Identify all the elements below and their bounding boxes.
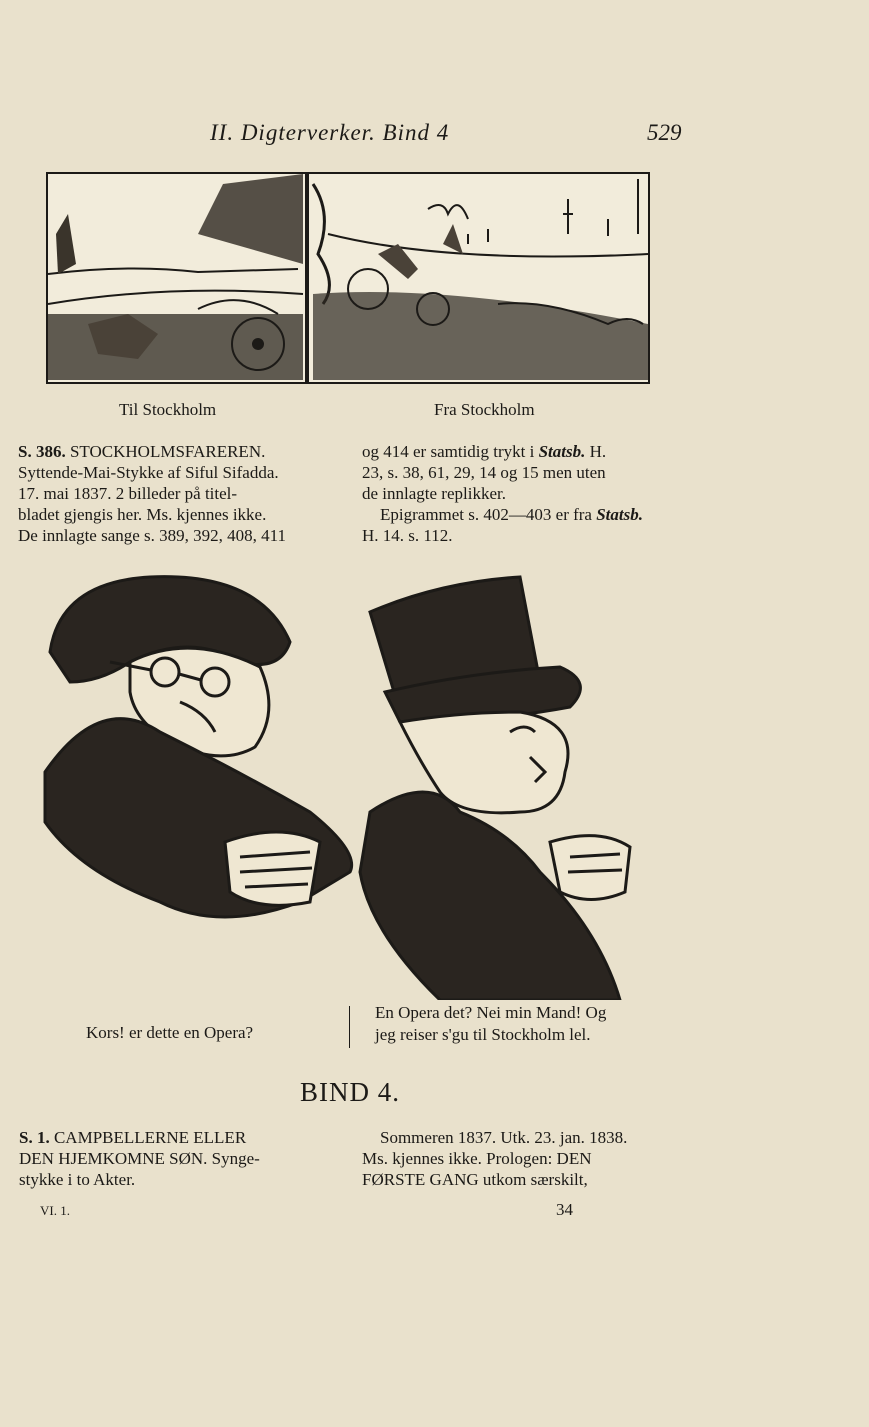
- page-number: 529: [647, 120, 682, 145]
- caption-fra-stockholm: Fra Stockholm: [434, 400, 535, 419]
- sheet-number: 34: [556, 1200, 573, 1219]
- entry-386-right-text: Epigrammet s. 402—403 er fra: [380, 505, 597, 524]
- signature-mark: VI. 1.: [40, 1203, 70, 1218]
- entry-386-line: Syttende-Mai-Stykke af Siful Sifadda.: [18, 463, 279, 482]
- entry-386-line: bladet gjengis her. Ms. kjennes ikke.: [18, 505, 267, 524]
- caption-line: jeg reiser s'gu til Stockholm lel.: [375, 1025, 591, 1044]
- entry-386-title: STOCKHOLMSFAREREN.: [69, 442, 266, 461]
- entry-1-line: stykke i to Akter.: [19, 1170, 136, 1189]
- statsb-reference: Statsb.: [596, 505, 643, 524]
- entry-1-left-column: [19, 1127, 337, 1190]
- carriage-scenes-drawing: [48, 174, 648, 382]
- left-scene-til-stockholm: [48, 174, 303, 380]
- entry-386-right-text: H.: [585, 442, 607, 461]
- entry-1-right-line: Ms. kjennes ikke. Prologen: DEN: [362, 1149, 592, 1168]
- entry-1-right-line: Sommeren 1837. Utk. 23. jan. 1838.: [380, 1128, 628, 1147]
- entry-386-left-column: [18, 441, 335, 546]
- right-man-with-top-hat: [360, 577, 630, 1000]
- caption-line: En Opera det? Nei min Mand! Og: [375, 1003, 607, 1022]
- top-illustration: [46, 172, 650, 384]
- running-title: II. Digterverker. Bind 4: [210, 120, 450, 145]
- entry-386-right-column: [362, 441, 685, 546]
- entry-1-number: S. 1.: [19, 1128, 50, 1147]
- caption-kors-er-dette-en-opera: Kors! er dette en Opera?: [86, 1023, 254, 1042]
- caricature-illustration: [40, 572, 650, 1000]
- entry-386-line: 17. mai 1837. 2 billeder på titel-: [18, 484, 238, 503]
- entry-1-line: DEN HJEMKOMNE SØN. Synge-: [19, 1149, 260, 1168]
- entry-386-right-text: 23, s. 38, 61, 29, 14 og 15 men uten: [362, 463, 606, 482]
- entry-386-right-text: og 414 er samtidig trykt i: [362, 442, 539, 461]
- statsb-reference: Statsb.: [538, 442, 586, 461]
- entry-1-right-line: FØRSTE GANG utkom særskilt,: [362, 1170, 588, 1189]
- caption-til-stockholm: Til Stockholm: [119, 400, 217, 419]
- caption-en-opera-det: [375, 1002, 675, 1046]
- caption-divider: [349, 1006, 350, 1048]
- left-man-with-glasses: [45, 577, 352, 917]
- entry-1-title: CAMPBELLERNE ELLER: [53, 1128, 247, 1147]
- entry-386-number: S. 386.: [18, 442, 66, 461]
- right-scene-fra-stockholm: [313, 179, 648, 380]
- two-men-caricature-drawing: [40, 572, 650, 1000]
- section-heading-bind-4: BIND 4.: [300, 1077, 400, 1107]
- entry-386-right-text: H. 14. s. 112.: [362, 526, 453, 545]
- entry-386-right-text: de innlagte replikker.: [362, 484, 506, 503]
- entry-1-right-column: [362, 1127, 685, 1190]
- entry-386-line: De innlagte sange s. 389, 392, 408, 411: [18, 526, 287, 545]
